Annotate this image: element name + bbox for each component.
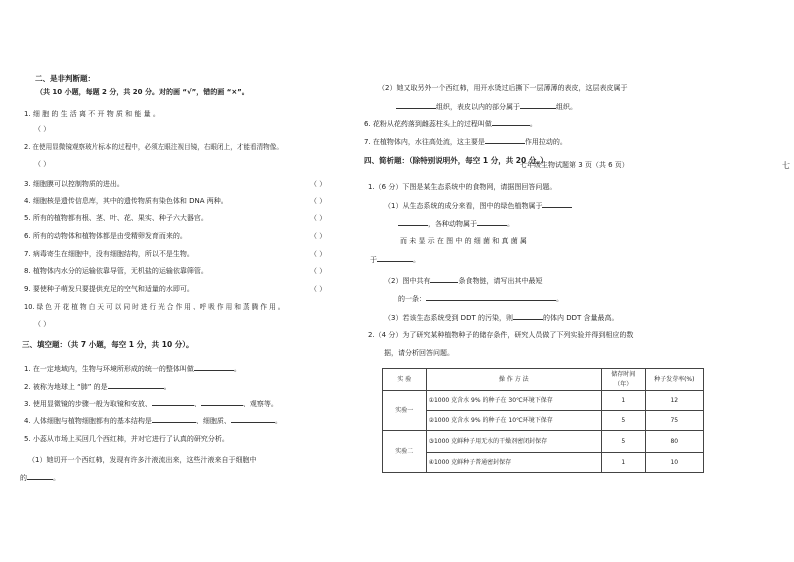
analysis-q2-b: 据，请分析回答问题。: [384, 349, 454, 357]
table-group: 实验二: [383, 431, 427, 473]
page-footer-text: 七年级生物试题第 3 页（共 6 页）: [520, 161, 629, 169]
experiment-table: [382, 368, 704, 473]
judge-paren[interactable]: （ ）: [310, 180, 327, 188]
judge-paren[interactable]: （ ）: [310, 267, 327, 275]
answer-blank[interactable]: [152, 415, 196, 423]
answer-blank[interactable]: [396, 101, 436, 109]
analysis-q1-2: （2）图中共有 条食物链，请写出其中最短: [384, 277, 543, 285]
table-row: [383, 411, 704, 431]
answer-blank[interactable]: [542, 200, 572, 208]
table-cell: 80: [645, 431, 703, 453]
fill-q5-2: （2）她又取另外一个西红柿，用开水烫过后撕下一层薄薄的表皮，这层表皮属于: [378, 84, 628, 92]
judge-paren[interactable]: （ ）: [310, 214, 327, 222]
analysis-q1-2c: 的一条： 。: [398, 295, 563, 303]
fill-q6: 6. 花粉从花药落到雌蕊柱头上的过程叫做 。: [364, 120, 537, 128]
answer-blank[interactable]: [426, 293, 556, 301]
answer-blank[interactable]: [377, 254, 413, 262]
fill-q5-2-answer: 组织，表皮以内的部分属于 组织。: [396, 101, 577, 112]
analysis-q1-1c: 而 未 显 示 在 图 中 的 细 菌 和 真 菌 属: [400, 237, 527, 245]
table-group: 实验一: [383, 391, 427, 431]
analysis-q1: 1.（6 分）下图是某生态系统中的食物网，请据图回答问题。: [368, 183, 557, 191]
answer-blank[interactable]: [27, 472, 53, 480]
table-row: [383, 453, 704, 473]
analysis-q1-1: （1）从生态系统的成分来看，图中的绿色植物属于: [384, 200, 572, 211]
table-row: [383, 391, 704, 411]
judge-paren[interactable]: （ ）: [310, 250, 327, 258]
analysis-q1-1b: ，各种动物属于 。: [398, 218, 514, 229]
judge-paren[interactable]: （ ）: [34, 320, 51, 328]
fill-q4: 4. 人体细胞与植物细胞都有的基本结构是 、细胞质、 。: [24, 417, 282, 425]
table-cell: 5: [601, 431, 645, 453]
answer-blank[interactable]: [513, 312, 543, 320]
judge-item-6: 6. 所有的动物体和植物体都是由受精卵发育而来的。: [24, 232, 187, 240]
table-cell: 75: [645, 411, 703, 431]
judge-item-1: 1. 细 胞 的 生 活 离 不 开 物 质 和 能 量 。: [24, 110, 160, 118]
answer-blank[interactable]: [398, 218, 428, 226]
judge-item-10: 10. 绿 色 开 花 植 物 白 天 可 以 同 时 进 行 光 合 作 用 、呼 吸 作 用 和 蒸 腾 作 用 。: [24, 303, 285, 311]
fill-q2: 2. 被称为地球上 “肺” 的是 。: [24, 383, 171, 391]
answer-blank[interactable]: [430, 275, 458, 283]
answer-blank[interactable]: [485, 136, 525, 144]
table-cell: 12: [645, 391, 703, 411]
analysis-q1-3: （3）若该生态系统受到 DDT 的污染，则 的体内 DDT 含量最高。: [384, 314, 619, 322]
fill-q5: 5. 小蕊从市场上买回几个西红柿，并对它进行了认真的研究分析。: [24, 435, 229, 443]
judge-item-8: 8. 植物体内水分的运输依靠导管，无机盐的运输依靠筛管。: [24, 267, 208, 275]
fill-q7: 7. 在植物体内，水往高处流，这主要是 作用拉动的。: [364, 138, 567, 146]
table-cell: ①1000 克含水 9% 的种子在 30℃环境下保存: [426, 391, 601, 411]
section4-title: 四、简析题：（除特别说明外，每空 1 分，共 20 分。）: [364, 156, 548, 165]
table-cell: ③1000 克鲜种子用无水的干燥剂密闭封保存: [426, 431, 601, 453]
section3-title: 三、填空题：（共 7 小题，每空 1 分，共 10 分）。: [22, 340, 194, 349]
answer-blank[interactable]: [201, 398, 243, 406]
analysis-q1-1d: 于 。: [370, 256, 420, 264]
judge-paren[interactable]: （ ）: [310, 197, 327, 205]
fill-q5-1: （1）她切开一个西红柿，发现有许多汁液流出来，这些汁液来自于细胞中: [28, 456, 257, 464]
answer-blank[interactable]: [477, 218, 507, 226]
table-header: 种子发芽率(%): [645, 369, 703, 391]
judge-item-9: 9. 要使种子萌发只要提供充足的空气和适量的水即可。: [24, 285, 194, 293]
judge-item-3: 3. 细胞膜可以控制物质的进出。: [24, 180, 124, 188]
table-cell: 1: [601, 453, 645, 473]
fill-q5-1-answer: 的 。: [20, 474, 60, 482]
judge-paren[interactable]: （ ）: [34, 160, 51, 168]
answer-blank[interactable]: [152, 398, 194, 406]
table-header: 实 验: [383, 369, 427, 391]
judge-item-4: 4. 细胞核是遗传信息库，其中的遗传物质有染色体和 DNA 两种。: [24, 197, 228, 205]
page-edge-char: 七: [782, 161, 790, 170]
table-cell: ②1000 克含水 9% 的种子在 10℃环境下保存: [426, 411, 601, 431]
table-cell: 5: [601, 411, 645, 431]
judge-paren[interactable]: （ ）: [310, 285, 327, 293]
table-header: 储存时间（年）: [601, 369, 645, 391]
judge-item-2: 2. 在使用显微镜观察玻片标本的过程中，必须左眼注视目镜，右眼闭上，才能看清物像。: [24, 143, 283, 151]
table-row: [383, 431, 704, 453]
answer-blank[interactable]: [492, 118, 530, 126]
section2-instruction: （共 10 小题，每题 2 分，共 20 分。对的画 “√”，错的画 “×”。: [36, 88, 249, 96]
judge-item-7: 7. 病毒寄生在细胞中，没有细胞结构，所以不是生物。: [24, 250, 194, 258]
judge-paren[interactable]: （ ）: [310, 232, 327, 240]
answer-blank[interactable]: [520, 101, 556, 109]
table-cell: ④1000 克鲜种子普通密封保存: [426, 453, 601, 473]
analysis-q2: 2.（4 分）为了研究某种植物种子的储存条件，研究人员做了下列实验并得到相应的数: [368, 331, 634, 339]
table-cell: 1: [601, 391, 645, 411]
answer-blank[interactable]: [108, 381, 164, 389]
fill-q3: 3. 使用显微镜的步骤一般为取镜和安放、 、 、观察等。: [24, 400, 278, 408]
fill-q1: 1. 在一定地域内，生物与环境所形成的统一的整体叫做 。: [24, 365, 241, 373]
section2-title: 二、是非判断题：: [35, 74, 95, 83]
answer-blank[interactable]: [231, 415, 275, 423]
judge-paren[interactable]: （ ）: [34, 125, 51, 133]
table-header: 操 作 方 法: [426, 369, 601, 391]
table-header-row: [383, 369, 704, 391]
table-cell: 10: [645, 453, 703, 473]
answer-blank[interactable]: [194, 363, 234, 371]
judge-item-5: 5. 所有的植物都有根、茎、叶、花、果实、种子六大器官。: [24, 214, 208, 222]
